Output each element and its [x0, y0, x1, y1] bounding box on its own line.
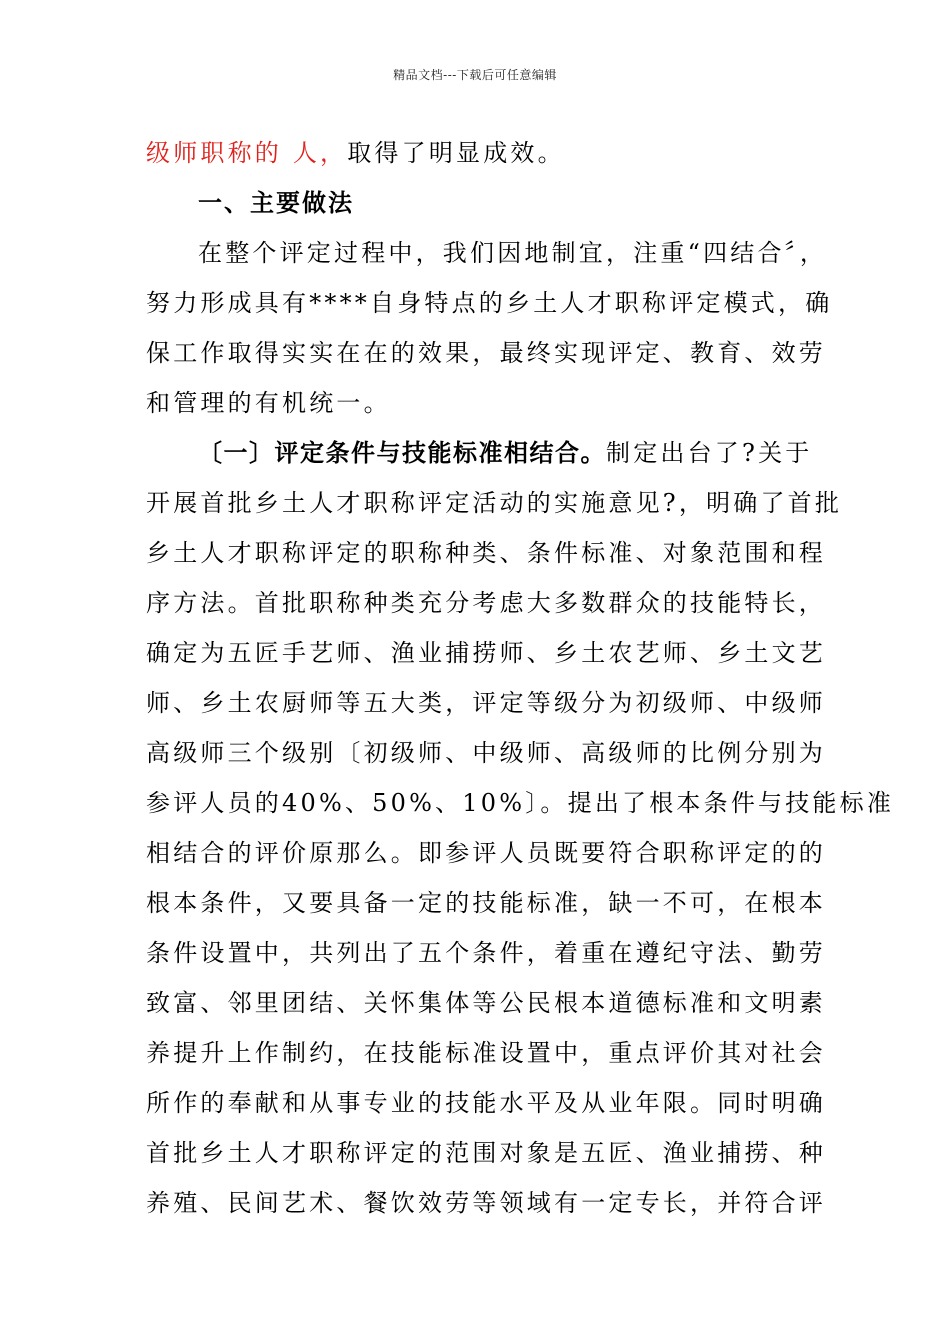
text-segment: 取得了明显成效。 — [347, 139, 565, 167]
paragraph-line: 所作的奉献和从事专业的技能水平及从业年限。同时明确 — [146, 1089, 826, 1117]
subsection-line — [146, 428, 811, 478]
paragraph-line: 保工作取得实实在在的效果，最终实现评定、教育、效劳 — [146, 339, 826, 367]
section-heading: 一、主要做法 — [198, 189, 354, 217]
text-segment: 制定出台了?关于 — [606, 439, 813, 467]
paragraph-line: 首批乡土人才职称评定的范围对象是五匠、渔业捕捞、种 — [146, 1139, 826, 1167]
document-body — [146, 128, 895, 1228]
paragraph-line: 师、乡土农厨师等五大类，评定等级分为初级师、中级师 — [146, 689, 826, 717]
paragraph-line: 努力形成具有****自身特点的乡土人才职称评定模式，确 — [146, 289, 833, 317]
paragraph-line: 根本条件，又要具备一定的技能标准，缺一不可，在根本 — [146, 889, 826, 917]
paragraph-line: 养提升上作制约，在技能标准设置中，重点评价其对社会 — [146, 1039, 826, 1067]
paragraph-line: 乡土人才职称评定的职称种类、条件标准、对象范围和程 — [146, 539, 826, 567]
paragraph-line: 开展首批乡土人才职称评定活动的实施意见?，明确了首批 — [146, 489, 843, 517]
paragraph-line: 养殖、民间艺术、餐饮效劳等领域有一定专长，并符合评 — [146, 1189, 826, 1217]
paragraph-line: 相结合的评价原那么。即参评人员既要符合职称评定的的 — [146, 839, 826, 867]
paragraph-line: 和管理的有机统一。 — [146, 389, 391, 417]
paragraph-line: 条件设置中，共列出了五个条件，着重在遵纪守法、勤劳 — [146, 939, 826, 967]
paragraph-line: 高级师三个级别〔初级师、中级师、高级师的比例分别为 — [146, 739, 826, 767]
paragraph-line: 序方法。首批职称种类充分考虑大多数群众的技能特长， — [146, 589, 826, 617]
highlighted-text: 级师职称的 人， — [146, 139, 348, 167]
text-line-1 — [146, 128, 811, 178]
paragraph-line: 参评人员的40%、50%、10%〕。提出了根本条件与技能标准 — [146, 789, 895, 817]
subsection-heading: 〔一〕评定条件与技能标准相结合。 — [198, 439, 606, 467]
paragraph-line: 确定为五匠手艺师、渔业捕捞师、乡土农艺师、乡土文艺 — [146, 639, 826, 667]
page-header: 精品文档---下载后可任意编辑 — [393, 68, 557, 82]
paragraph-line: 致富、邻里团结、关怀集体等公民根本道德标准和文明素 — [146, 989, 826, 1017]
paragraph-line: 在整个评定过程中，我们因地制宜，注重“四结合〞， — [198, 239, 828, 267]
